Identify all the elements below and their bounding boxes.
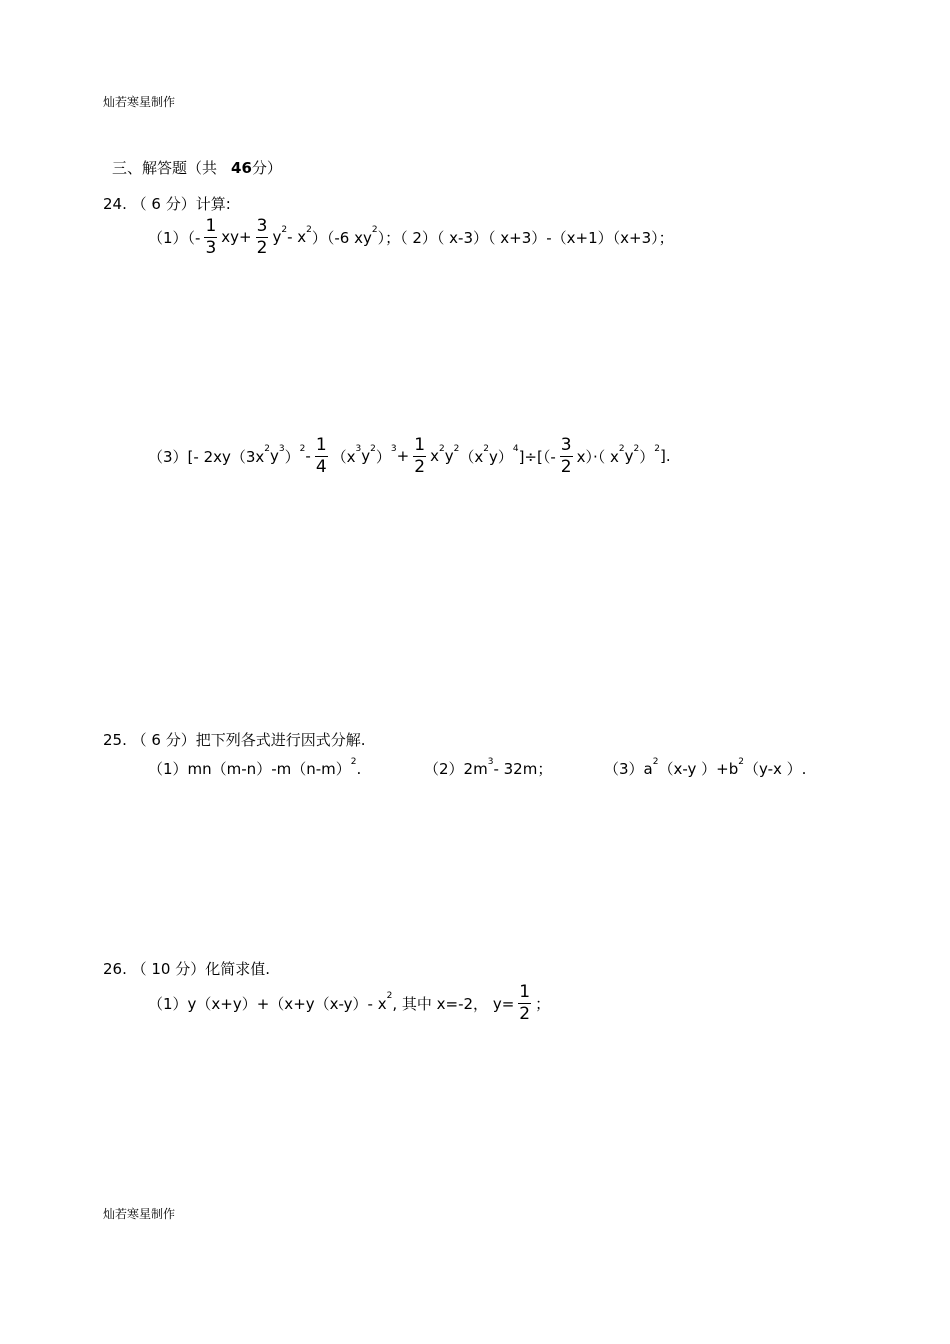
q26-title: 26. （ 10 分）化简求值. bbox=[103, 960, 271, 978]
page-footer: 灿若寒星制作 bbox=[103, 1207, 176, 1221]
section-title: 三、解答题（共 46分） bbox=[112, 159, 282, 177]
q26-part1: （1）y（x+y）+（x+y（x-y）- x $^2$ , 其中 x=-2， y= $\frac{1}{2}$ ； bbox=[148, 982, 551, 1024]
fraction: $\frac{1}{2}$ bbox=[519, 982, 531, 1024]
q24-part3: （3）[- 2xy（3x $^2$ y $^3$ ） $^2$ - $\frac{1}{4}$ （x $^3$ y $^2$ ） $^3$ + $\frac{1}{2}$ x $^2$ y $^2$ （x $^2$ y） $^4$ ]÷[（- $\frac{3}{2}$ x）·（ x $^2$ y $^2$ ） $^2$ ]. bbox=[148, 435, 671, 477]
fraction: $\frac{3}{2}$ bbox=[560, 435, 572, 477]
q24-part1: （1）（- $\frac{1}{3}$ xy+ $\frac{3}{2}$ y $^2$ - x $^2$ ）（-6 xy $^2$ ）；（ 2）（ x-3）（ x+3）-（x+1）（x+3）； bbox=[148, 216, 674, 258]
section-score: 46 bbox=[231, 159, 252, 177]
q24-title: 24. （ 6 分）计算: bbox=[103, 195, 231, 213]
q25-part2: （2）2m $^3$ - 32m； bbox=[424, 756, 553, 778]
fraction: $\frac{1}{4}$ bbox=[315, 435, 327, 477]
fraction: $\frac{3}{2}$ bbox=[256, 216, 268, 258]
fraction: $\frac{1}{3}$ bbox=[205, 216, 217, 258]
q25-title: 25. （ 6 分）把下列各式进行因式分解. bbox=[103, 731, 366, 749]
fraction: $\frac{1}{2}$ bbox=[414, 435, 426, 477]
page-header: 灿若寒星制作 bbox=[103, 95, 176, 109]
q25-part1: （1）mn（m-n）-m（n-m） $^2$ . bbox=[148, 756, 362, 778]
q25-part3: （3）a $^2$ （x-y ）+b $^2$ （y-x ）. bbox=[604, 756, 807, 778]
